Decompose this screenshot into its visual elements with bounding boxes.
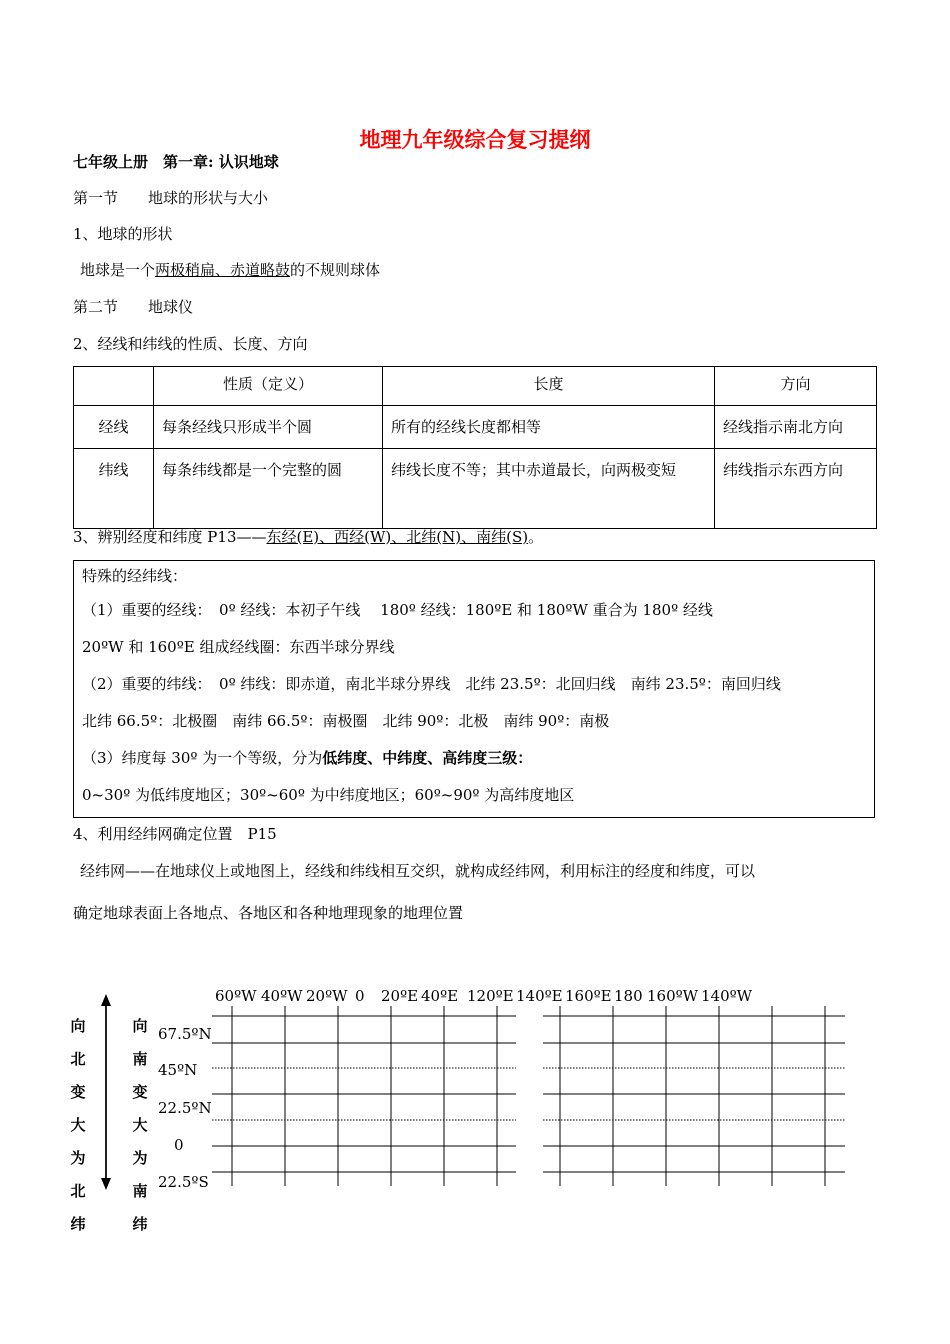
vertical-char: 纬 — [132, 1215, 148, 1233]
lat-label: 22.5ºN — [158, 1099, 212, 1117]
lon-label: 160ºE — [565, 987, 612, 1005]
q1-body-post: 的不规则球体 — [290, 261, 381, 279]
table-cell: 经线 — [74, 406, 154, 449]
table-cell: 每条经线只形成半个圆 — [154, 406, 383, 449]
question-4-heading: 4、利用经纬网确定位置 P15 — [73, 825, 277, 843]
table-row — [74, 449, 877, 529]
q3-pre: 3、辨别经度和纬度 P13—— — [73, 528, 267, 546]
special-heading: 特殊的经纬线： — [82, 567, 188, 585]
table-cell: 纬线长度不等；其中赤道最长，向两极变短 — [383, 449, 715, 529]
q3-underlined: 东经(E)、西经(W)、北纬(N)、南纬(S) — [266, 528, 529, 546]
chapter-heading: 七年级上册 第一章: 认识地球 — [73, 153, 279, 171]
table-header-cell: 长度 — [383, 367, 715, 406]
table-header-row — [74, 367, 877, 406]
table-row — [74, 406, 877, 449]
lon-label: 140ºW — [701, 987, 753, 1005]
special-line: 0~30º 为低纬度地区；30º~60º 为中纬度地区；60º~90º 为高纬度地区 — [82, 786, 575, 804]
lon-label: 180 — [614, 987, 643, 1005]
special-line: 北纬 66.5º：北极圈 南纬 66.5º：南极圈 北纬 90º：北极 南纬 90º：南极 — [82, 712, 610, 730]
special-lines-box — [73, 560, 875, 818]
vertical-char: 大 — [132, 1116, 148, 1134]
lon-label: 120ºE — [467, 987, 514, 1005]
special-line-5-pre: （3）纬度每 30º 为一个等级，分为 — [82, 749, 323, 767]
vertical-char: 变 — [132, 1083, 148, 1101]
north-latitude-vertical-label — [68, 1010, 88, 1241]
question-2-heading: 2、经线和纬线的性质、长度、方向 — [73, 335, 308, 353]
vertical-char: 南 — [132, 1182, 148, 1200]
lon-label: 0 — [355, 987, 365, 1005]
question-4-body-line: 确定地球表面上各地点、各地区和各种地理现象的地理位置 — [73, 904, 464, 922]
table-header-cell — [74, 367, 154, 406]
south-arrow — [101, 1004, 111, 1190]
right-grid — [543, 1006, 845, 1186]
special-line: （1）重要的经线： 0º 经线：本初子午线 180º 经线：180ºE 和 180ºW 重合为 180º 经线 — [82, 601, 713, 619]
lon-label: 40ºW — [261, 987, 303, 1005]
vertical-char: 纬 — [70, 1215, 86, 1233]
lon-label: 140ºE — [516, 987, 563, 1005]
lat-label: 0 — [174, 1136, 184, 1154]
table-cell: 纬线 — [74, 449, 154, 529]
table-header-cell: 方向 — [715, 367, 877, 406]
lat-label: 22.5ºS — [158, 1173, 209, 1191]
lat-label: 45ºN — [158, 1061, 198, 1079]
q1-body-pre: 地球是一个 — [80, 261, 156, 279]
document-title: 地理九年级综合复习提纲 — [359, 127, 591, 152]
south-latitude-vertical-label — [130, 1010, 150, 1241]
lon-label: 160ºW — [647, 987, 699, 1005]
special-line: 20ºW 和 160ºE 组成经线圈：东西半球分界线 — [82, 638, 395, 656]
question-4-body-line: 经纬网——在地球仪上或地图上，经线和纬线相互交织，就构成经纬网，利用标注的经度和纬度，可以 — [80, 862, 756, 880]
table-cell: 每条纬线都是一个完整的圆 — [154, 449, 383, 529]
question-1-body — [80, 259, 380, 280]
table-cell: 纬线指示东西方向 — [715, 449, 877, 529]
question-3-heading — [73, 526, 543, 547]
special-line — [82, 747, 532, 768]
vertical-char: 为 — [132, 1149, 148, 1167]
section-1-heading: 第一节 地球的形状与大小 — [73, 189, 269, 207]
vertical-char: 向 — [70, 1017, 86, 1035]
lon-label: 40ºE — [421, 987, 459, 1005]
lat-label: 67.5ºN — [158, 1025, 212, 1043]
special-line: （2）重要的纬线： 0º 纬线：即赤道，南北半球分界线 北纬 23.5º：北回归线 南纬 23.5º：南回归线 — [82, 675, 781, 693]
vertical-char: 变 — [70, 1083, 86, 1101]
vertical-char: 为 — [70, 1149, 86, 1167]
vertical-char: 大 — [70, 1116, 86, 1134]
table-cell: 经线指示南北方向 — [715, 406, 877, 449]
section-2-heading: 第二节 地球仪 — [73, 298, 194, 316]
q1-body-underlined: 两极稍扁、赤道略鼓 — [155, 261, 291, 279]
special-line-5-bold: 低纬度、中纬度、高纬度三级： — [322, 749, 533, 767]
table-header-cell: 性质（定义） — [154, 367, 383, 406]
vertical-char: 向 — [132, 1017, 148, 1035]
q3-post: 。 — [528, 528, 544, 546]
lon-label: 20ºW — [306, 987, 348, 1005]
left-grid — [212, 1006, 516, 1186]
meridian-parallel-table — [73, 366, 877, 529]
table-cell: 所有的经线长度都相等 — [383, 406, 715, 449]
vertical-char: 北 — [70, 1182, 86, 1200]
lon-label: 60ºW — [215, 987, 257, 1005]
vertical-char: 南 — [132, 1050, 148, 1068]
vertical-char: 北 — [70, 1050, 86, 1068]
question-1-heading: 1、地球的形状 — [73, 225, 173, 243]
lon-label: 20ºE — [381, 987, 419, 1005]
